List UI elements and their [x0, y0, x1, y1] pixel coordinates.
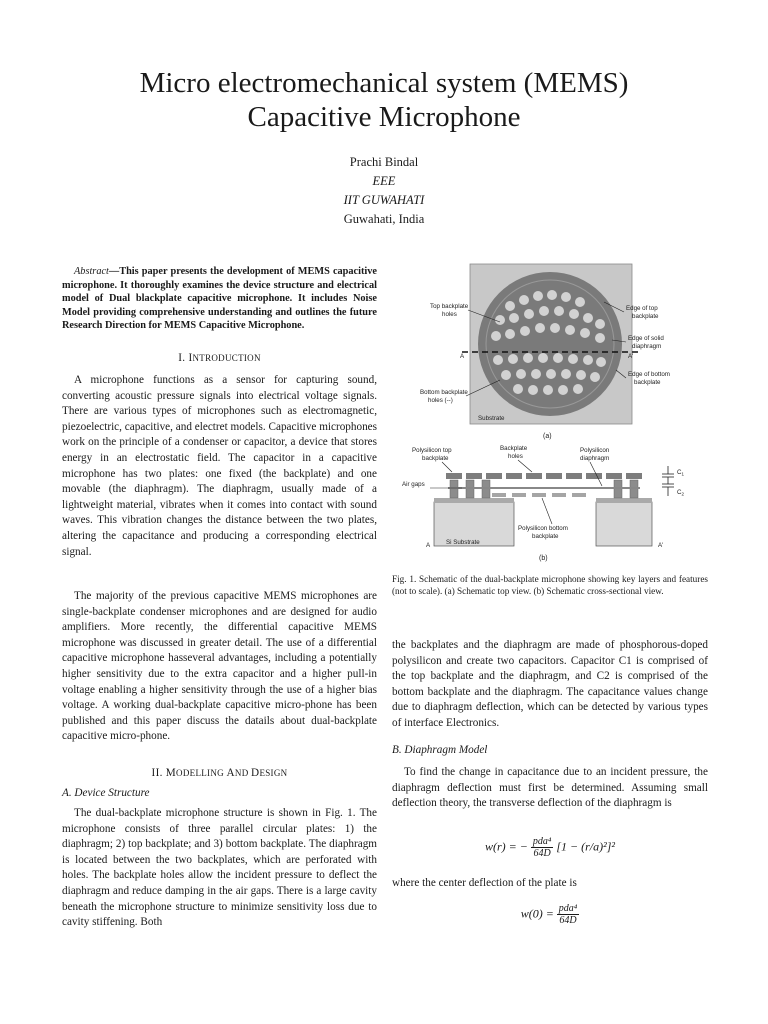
figure-caption: Fig. 1. Schematic of the dual-backplate microphone showing key layers and features (not to scale). (a) Schematic top view. (b) Schematic cross-sectional view.: [392, 574, 708, 596]
intro-paragraph-2: The majority of the previous capacitive MEMS microphones are single-backplate condenser microphones and are designed for audio amplifiers. More recently, the differential capacitive MEMS microphone was discussed in greater detail. The use of a differential capacitive microphone hasseveral advantages, including a potentially higher sensitivity due to the extra capacitor and a higher pull-in voltage enabling a higher sensitivity through the use of a higher bias voltage. A working dual-backplate capacitive micro-phone has been published and this paper discuss the datails about dual-backplate capacitive micro-phone.: [62, 590, 377, 743]
author-dept: EEE: [372, 174, 396, 188]
section-number: II.: [151, 767, 166, 779]
author-institute: IIT GUWAHATI: [343, 193, 425, 207]
paper-title: [0, 66, 768, 134]
between-equations-text: where the center deflection of the plate is: [392, 877, 577, 889]
eq1-numerator: pda⁴: [532, 836, 552, 847]
equation-1: [392, 836, 708, 859]
label-top-holes-2: holes: [442, 311, 457, 318]
label-bottom-holes: Bottom backplate: [420, 389, 468, 396]
sub-label-a: (a): [543, 433, 552, 440]
title-line-2: Capacitive Microphone: [247, 101, 521, 133]
subsection-heading-diaphragm-model: B. Diaphragm Model: [392, 744, 488, 756]
label-c1-sub: 1: [681, 471, 684, 477]
eq1-lhs: w(r) = −: [485, 839, 528, 854]
author-name: Prachi Bindal: [349, 155, 419, 169]
label-poly-diaphragm-2: diaphragm: [580, 455, 610, 462]
label-a-prime-cross: A': [658, 542, 664, 549]
eq1-denominator: 64D: [533, 848, 551, 859]
substrate-right: [596, 502, 652, 546]
label-c2: [677, 489, 684, 497]
substrate-right-oxide: [596, 498, 652, 503]
label-c2-text: C: [677, 489, 682, 496]
label-edge-solid: Edge of solid: [628, 335, 664, 342]
eq2-denominator: 64D: [559, 915, 577, 926]
eq2-lhs: w(0) =: [520, 906, 554, 921]
cross-section: [402, 445, 684, 562]
top-backplate-segments: [446, 473, 642, 479]
label-substrate: Substrate: [478, 415, 505, 422]
cap-letter: D: [251, 767, 260, 779]
title-line-1: Micro electromechanical system (MEMS): [139, 67, 629, 99]
label-edge-solid-2: diaphragm: [632, 343, 662, 350]
section-heading-cap: I: [188, 352, 193, 364]
section-heading-smallcaps: NTRODUCTION: [192, 353, 261, 363]
cap-letter: A: [226, 767, 235, 779]
section-heading-modelling: [62, 767, 377, 779]
bottom-backplate-segments: [492, 493, 586, 497]
eq2-numerator: pda⁴: [558, 903, 578, 914]
label-edge-bottom: Edge of bottom: [628, 371, 670, 378]
section-number: I.: [178, 352, 189, 364]
label-a-prime: A': [628, 353, 634, 360]
label-backplate-holes-2: holes: [508, 453, 523, 460]
eq1-fraction: [531, 836, 553, 859]
label-poly-top-2: backplate: [422, 455, 449, 462]
right-paragraph-1: the backplates and the diaphragm are made of phosphorous-doped polysilicon and create two capacitors. Capacitor C1 is comprised of the top backplate and the diaphragm, and C2 is comprised of the bottom backplate and the diaphragm. The capacitance values change due to diaphragm deflection, which can be detected by various types of interface Electronics.: [392, 639, 708, 729]
smallcaps: ODELLING: [176, 768, 227, 778]
abstract-text: —This paper presents the development of MEMS capacitive microphone. It thoroughly examines the device structure and electrical model of Dual blackplate capacitive microphone. It includes Noise Model providing comprehensive understanding and outlines the future Research Direction for MEMS Capacitive Microphone.: [62, 266, 377, 332]
section-heading-introduction: [62, 352, 377, 364]
device-structure-paragraph: The dual-backplate microphone structure is shown in Fig. 1. The microphone consists of three parallel circular plates: 1) the diaphragm; 2) top backplate; and 3) bottom backplate. The diaphragm is located between the two backplates, which are perforated with holes. The backplate holes allow the incident pressure to deflect the diaphragm and reduce damping in the air gaps. There is a large cavity beneath the microphone structure to minimize sensitivity loss due to cavity stiffening. Both: [62, 807, 377, 929]
label-poly-bottom: Polysilicon bottom: [518, 525, 568, 532]
capacitor-symbols: [662, 466, 674, 496]
label-edge-top: Edge of top: [626, 305, 658, 312]
abstract-label: Abstract: [74, 266, 109, 277]
abstract: [62, 265, 377, 333]
label-air-gaps: Air gaps: [402, 481, 425, 488]
figure-1: [392, 262, 710, 568]
label-c1: [677, 469, 684, 477]
eq2-fraction: [557, 903, 579, 926]
label-edge-top-2: backplate: [632, 313, 659, 320]
label-a: A: [460, 353, 465, 360]
cap-letter: M: [165, 767, 177, 779]
intro-paragraph-1: A microphone functions as a sensor for capturing sound, converting acoustic pressure signals into electrical voltage signals. There are various types of microphones such as electromagnetic, piezoelectric, capacitive, and electret models. Capacitive microphones work on the principle of a condenser or capacitor, a device that stores energy in an electrostatic field. The capacitor in a capacitive microphone has two plates: one fixed (the backplate) and one movable (the diaphragm). The diaphragm, usually made of a lightweight material, vibrates when it comes into contact with sound waves. This vibration changes the distance between the two plates, altering the capacitance and producing a corresponding electrical signal.: [62, 374, 377, 558]
label-c2-sub: 2: [681, 491, 684, 497]
label-top-holes: Top backplate: [430, 303, 469, 310]
author-block: [0, 153, 768, 229]
label-bottom-holes-2: holes (--): [428, 397, 453, 404]
label-backplate-holes: Backplate: [500, 445, 528, 452]
subsection-heading-device-structure: A. Device Structure: [62, 787, 150, 799]
sub-label-b: (b): [539, 555, 548, 562]
label-si-substrate: Si Substrate: [446, 539, 480, 546]
label-poly-diaphragm: Polysilicon: [580, 447, 610, 454]
equation-2: [392, 903, 708, 926]
author-location: Guwahati, India: [343, 212, 425, 226]
label-a-cross: A: [426, 542, 431, 549]
diaphragm-paragraph: To find the change in capacitance due to an incident pressure, the diaphragm deflection must first be determined. Assuming small deflection theory, the transverse deflection of the diaphragm is: [392, 766, 708, 810]
label-poly-top: Polysilicon top: [412, 447, 452, 454]
smallcaps: ND: [234, 768, 252, 778]
smallcaps: ESIGN: [259, 768, 288, 778]
label-poly-bottom-2: backplate: [532, 533, 559, 540]
substrate-left-oxide: [434, 498, 514, 503]
eq1-rhs: [1 − (r/a)²]²: [556, 839, 615, 854]
label-edge-bottom-2: backplate: [634, 379, 661, 386]
label-c1-text: C: [677, 469, 682, 476]
